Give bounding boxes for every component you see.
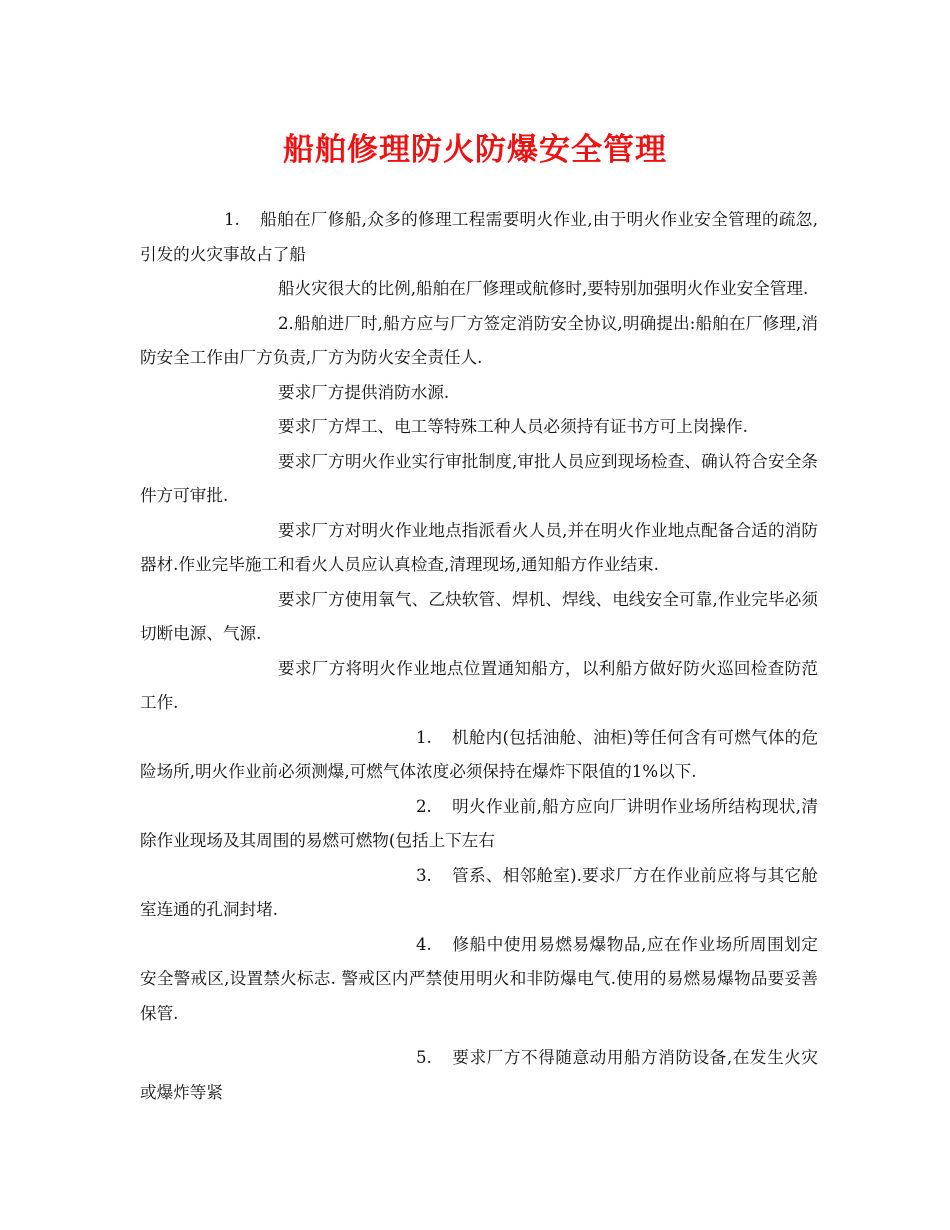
paragraph-text: 要求厂方提供消防水源. [278,382,450,402]
paragraph [140,1041,818,1110]
paragraph [140,410,818,445]
paragraph [140,307,818,376]
item-number: 1. [224,210,240,229]
item-number: 3. [416,865,432,885]
paragraph [140,203,818,272]
paragraph [140,445,818,514]
paragraph-text: 2.船舶进厂时,船方应与厂方签定消防安全协议,明确提出:船舶在厂修理,消防安全工作由厂方负责,厂方为防火安全责任人. [140,313,818,367]
paragraph-text: 要求厂方不得随意动用船方消防设备,在发生火灾或爆炸等紧 [140,1048,818,1102]
document-title: 船舶修理防火防爆安全管理 [283,132,667,168]
paragraph-text: 船火灾很大的比例,船舶在厂修理或航修时,要特别加强明火作业安全管理. [278,279,809,298]
document-body [140,203,818,1110]
paragraph-text: 要求厂方焊工、电工等特殊工种人员必须持有证书方可上岗操作. [278,417,748,436]
paragraph-text: 要求厂方对明火作业地点指派看火人员,并在明火作业地点配备合适的消防器材.作业完毕施工和看火人员应认真检查,清理现场,通知船方作业结束. [140,520,818,574]
paragraph [140,583,818,652]
paragraph [140,928,818,1032]
paragraph-text: 船舶在厂修船,众多的修理工程需要明火作业,由于明火作业安全管理的疏忽,引发的火灾事故占了船 [140,210,818,264]
paragraph-text: 修船中使用易燃易爆物品,应在作业场所周围划定安全警戒区,设置禁火标志. 警戒区内严禁使用明火和非防爆电气.使用的易燃易爆物品要妥善保管. [140,934,818,1023]
item-number: 5. [416,1048,432,1067]
paragraph-text: 要求厂方明火作业实行审批制度,审批人员应到现场检查、确认符合安全条件方可审批. [140,451,818,505]
item-number: 2. [416,796,432,816]
paragraph [140,790,818,859]
paragraph [140,376,818,411]
paragraph [140,721,818,790]
item-number: 4. [416,934,432,954]
paragraph [140,652,818,721]
paragraph [140,859,818,928]
paragraph-text: 机舱内(包括油舱、油柜)等任何含有可燃气体的危险场所,明火作业前必须测爆,可燃气体浓度必须保持在爆炸下限值的1%以下. [140,727,818,781]
item-number: 1. [416,727,432,747]
paragraph [140,272,818,307]
paragraph [140,514,818,583]
paragraph-text: 要求厂方将明火作业地点位置通知船方，以利船方做好防火巡回检查防范工作. [140,658,818,712]
paragraph-text: 要求厂方使用氧气、乙炔软管、焊机、焊线、电线安全可靠,作业完毕必须切断电源、气源. [140,589,818,643]
paragraph-text: 管系、相邻舱室).要求厂方在作业前应将与其它舱室连通的孔洞封堵. [140,865,818,919]
paragraph-text: 明火作业前,船方应向厂讲明作业场所结构现状,清除作业现场及其周围的易燃可燃物(包括上下左右 [140,796,818,850]
